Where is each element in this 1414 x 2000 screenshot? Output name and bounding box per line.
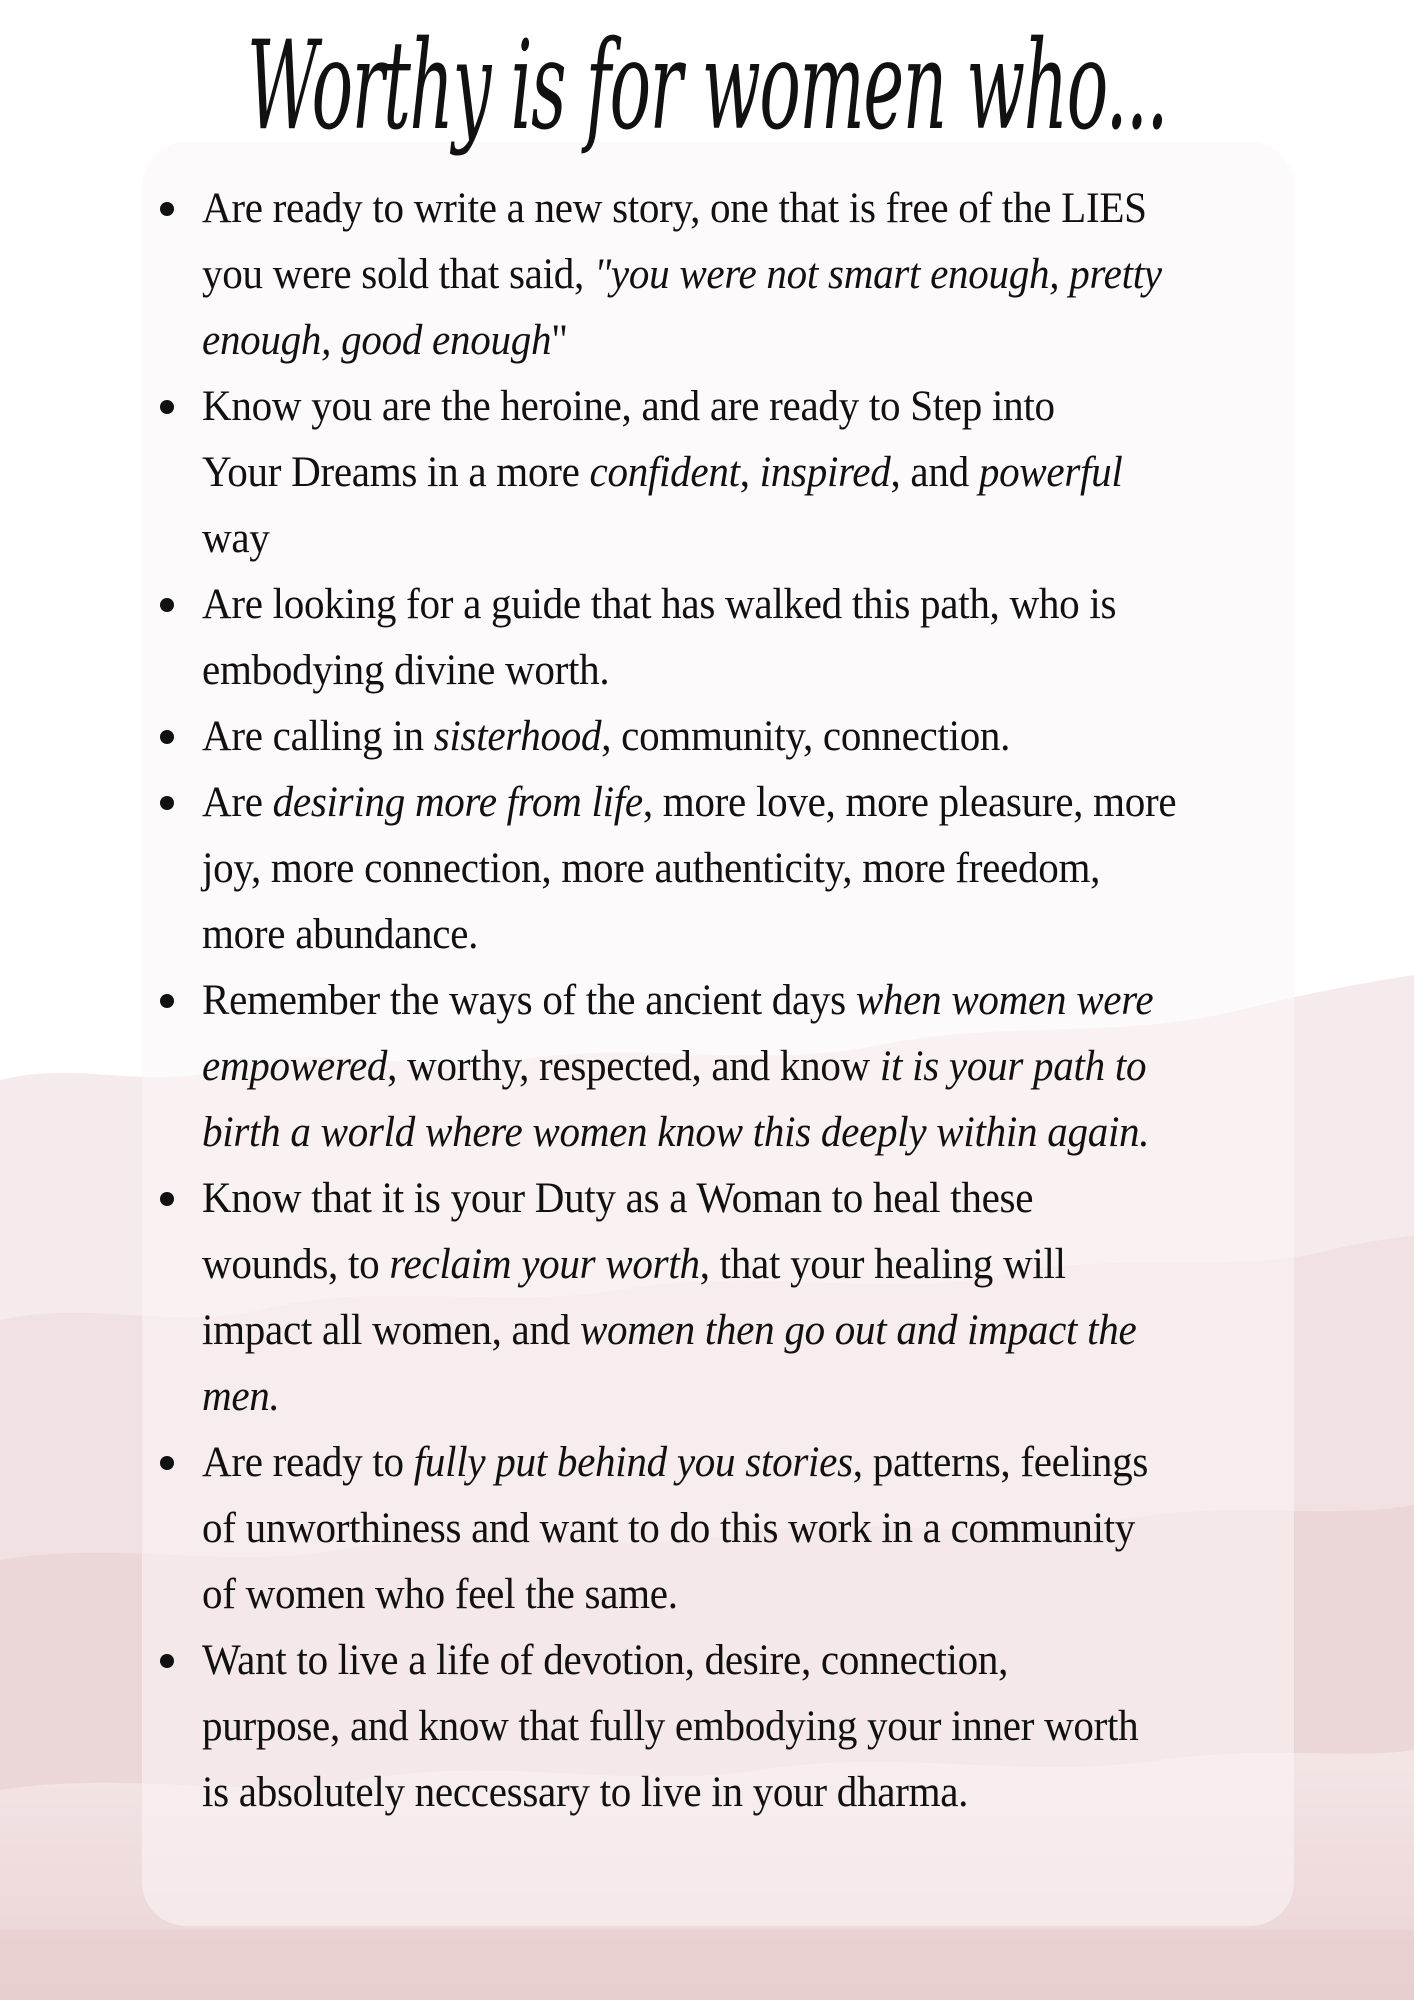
list-item bbox=[0, 770, 1414, 968]
text: impact all women, and bbox=[202, 1307, 580, 1354]
bullet-icon bbox=[160, 994, 174, 1008]
italic-text: fully put behind you stories bbox=[413, 1439, 853, 1486]
text: Are ready to bbox=[202, 1439, 414, 1486]
bullet-icon bbox=[160, 730, 174, 744]
text: you were sold that said, bbox=[202, 251, 594, 298]
text: joy, more connection, more authenticity, more freedom, bbox=[202, 845, 1101, 892]
text: is absolutely neccessary to live in your dharma. bbox=[202, 1769, 969, 1816]
list-item-line bbox=[202, 770, 1302, 836]
italic-text: birth a world where women know this deeply within again. bbox=[202, 1109, 1150, 1156]
text: way bbox=[202, 515, 270, 562]
list-item-line bbox=[202, 902, 1302, 968]
list-item-line bbox=[202, 1760, 1302, 1826]
italic-text: it is your path to bbox=[879, 1043, 1147, 1090]
text: Know you are the heroine, and are ready to Step into bbox=[202, 383, 1055, 430]
bullet-icon bbox=[160, 598, 174, 612]
text: " bbox=[551, 317, 568, 364]
italic-text: confident bbox=[589, 449, 740, 496]
text: wounds, to bbox=[202, 1241, 390, 1288]
bullet-icon bbox=[160, 202, 174, 216]
text: , community, connection. bbox=[601, 713, 1011, 760]
list-item bbox=[0, 572, 1414, 704]
text: , worthy, respected, and know bbox=[387, 1043, 880, 1090]
list-item bbox=[0, 1430, 1414, 1628]
list-item-line bbox=[202, 1628, 1302, 1694]
text: , that your healing will bbox=[699, 1241, 1066, 1288]
italic-text: sisterhood bbox=[433, 713, 602, 760]
list-item-line bbox=[202, 1298, 1302, 1364]
italic-text: when women were bbox=[855, 977, 1154, 1024]
list-item-line bbox=[202, 1430, 1302, 1496]
list-item-line bbox=[202, 638, 1302, 704]
text: Know that it is your Duty as a Woman to heal these bbox=[202, 1175, 1034, 1222]
list-item-line bbox=[202, 1562, 1302, 1628]
italic-text: powerful bbox=[978, 449, 1123, 496]
list-item-line bbox=[202, 1100, 1302, 1166]
list-item-line bbox=[202, 968, 1302, 1034]
text: , more love, more pleasure, more bbox=[642, 779, 1177, 826]
text: Are bbox=[202, 779, 273, 826]
list-item bbox=[0, 968, 1414, 1166]
text: Want to live a life of devotion, desire, connection, bbox=[202, 1637, 1009, 1684]
text: Are looking for a guide that has walked this path, who is bbox=[202, 581, 1117, 628]
list-item-line bbox=[202, 1034, 1302, 1100]
italic-text: empowered bbox=[202, 1043, 388, 1090]
list-item-line bbox=[202, 308, 1302, 374]
italic-text: women then go out and impact the bbox=[579, 1307, 1137, 1354]
watercolor-bottom-band bbox=[0, 1930, 1414, 2000]
list-item-line bbox=[202, 704, 1302, 770]
text: of unworthiness and want to do this work in a community bbox=[202, 1505, 1136, 1552]
text: purpose, and know that fully embodying your inner worth bbox=[202, 1703, 1139, 1750]
list-item-line bbox=[202, 374, 1302, 440]
list-item-line bbox=[202, 572, 1302, 638]
italic-text: inspired bbox=[759, 449, 891, 496]
text: embodying divine worth. bbox=[202, 647, 610, 694]
list-item-line bbox=[202, 836, 1302, 902]
bullet-icon bbox=[160, 400, 174, 414]
list-item-line bbox=[202, 1496, 1302, 1562]
text: of women who feel the same. bbox=[202, 1571, 678, 1618]
text: , and bbox=[890, 449, 979, 496]
italic-text: desiring more from life bbox=[272, 779, 643, 826]
list-item-line bbox=[202, 506, 1302, 572]
criteria-list bbox=[0, 176, 1414, 1826]
list-item-line bbox=[202, 1364, 1302, 1430]
list-item-line bbox=[202, 1232, 1302, 1298]
bullet-icon bbox=[160, 1654, 174, 1668]
list-item bbox=[0, 704, 1414, 770]
list-item-line bbox=[202, 242, 1302, 308]
bullet-icon bbox=[160, 796, 174, 810]
text: , bbox=[739, 449, 760, 496]
text: Your Dreams in a more bbox=[202, 449, 590, 496]
list-item bbox=[0, 1628, 1414, 1826]
text: , patterns, feelings bbox=[852, 1439, 1149, 1486]
text: Are ready to write a new story, one that is free of the LIES bbox=[202, 185, 1147, 232]
italic-text: men. bbox=[202, 1373, 280, 1420]
bullet-icon bbox=[160, 1456, 174, 1470]
list-item bbox=[0, 1166, 1414, 1430]
italic-text: reclaim your worth bbox=[389, 1241, 700, 1288]
text: Remember the ways of the ancient days bbox=[202, 977, 856, 1024]
italic-text: "you were not smart enough, pretty bbox=[593, 251, 1162, 298]
text: Are calling in bbox=[202, 713, 434, 760]
list-item-line bbox=[202, 1166, 1302, 1232]
text: more abundance. bbox=[202, 911, 479, 958]
list-item-line bbox=[202, 1694, 1302, 1760]
bullet-icon bbox=[160, 1192, 174, 1206]
list-item bbox=[0, 176, 1414, 374]
page-title-text: Worthy is for women who... bbox=[246, 15, 1168, 158]
list-item-line bbox=[202, 440, 1302, 506]
page-title bbox=[0, 0, 1414, 200]
list-item bbox=[0, 374, 1414, 572]
italic-text: enough, good enough bbox=[202, 317, 552, 364]
